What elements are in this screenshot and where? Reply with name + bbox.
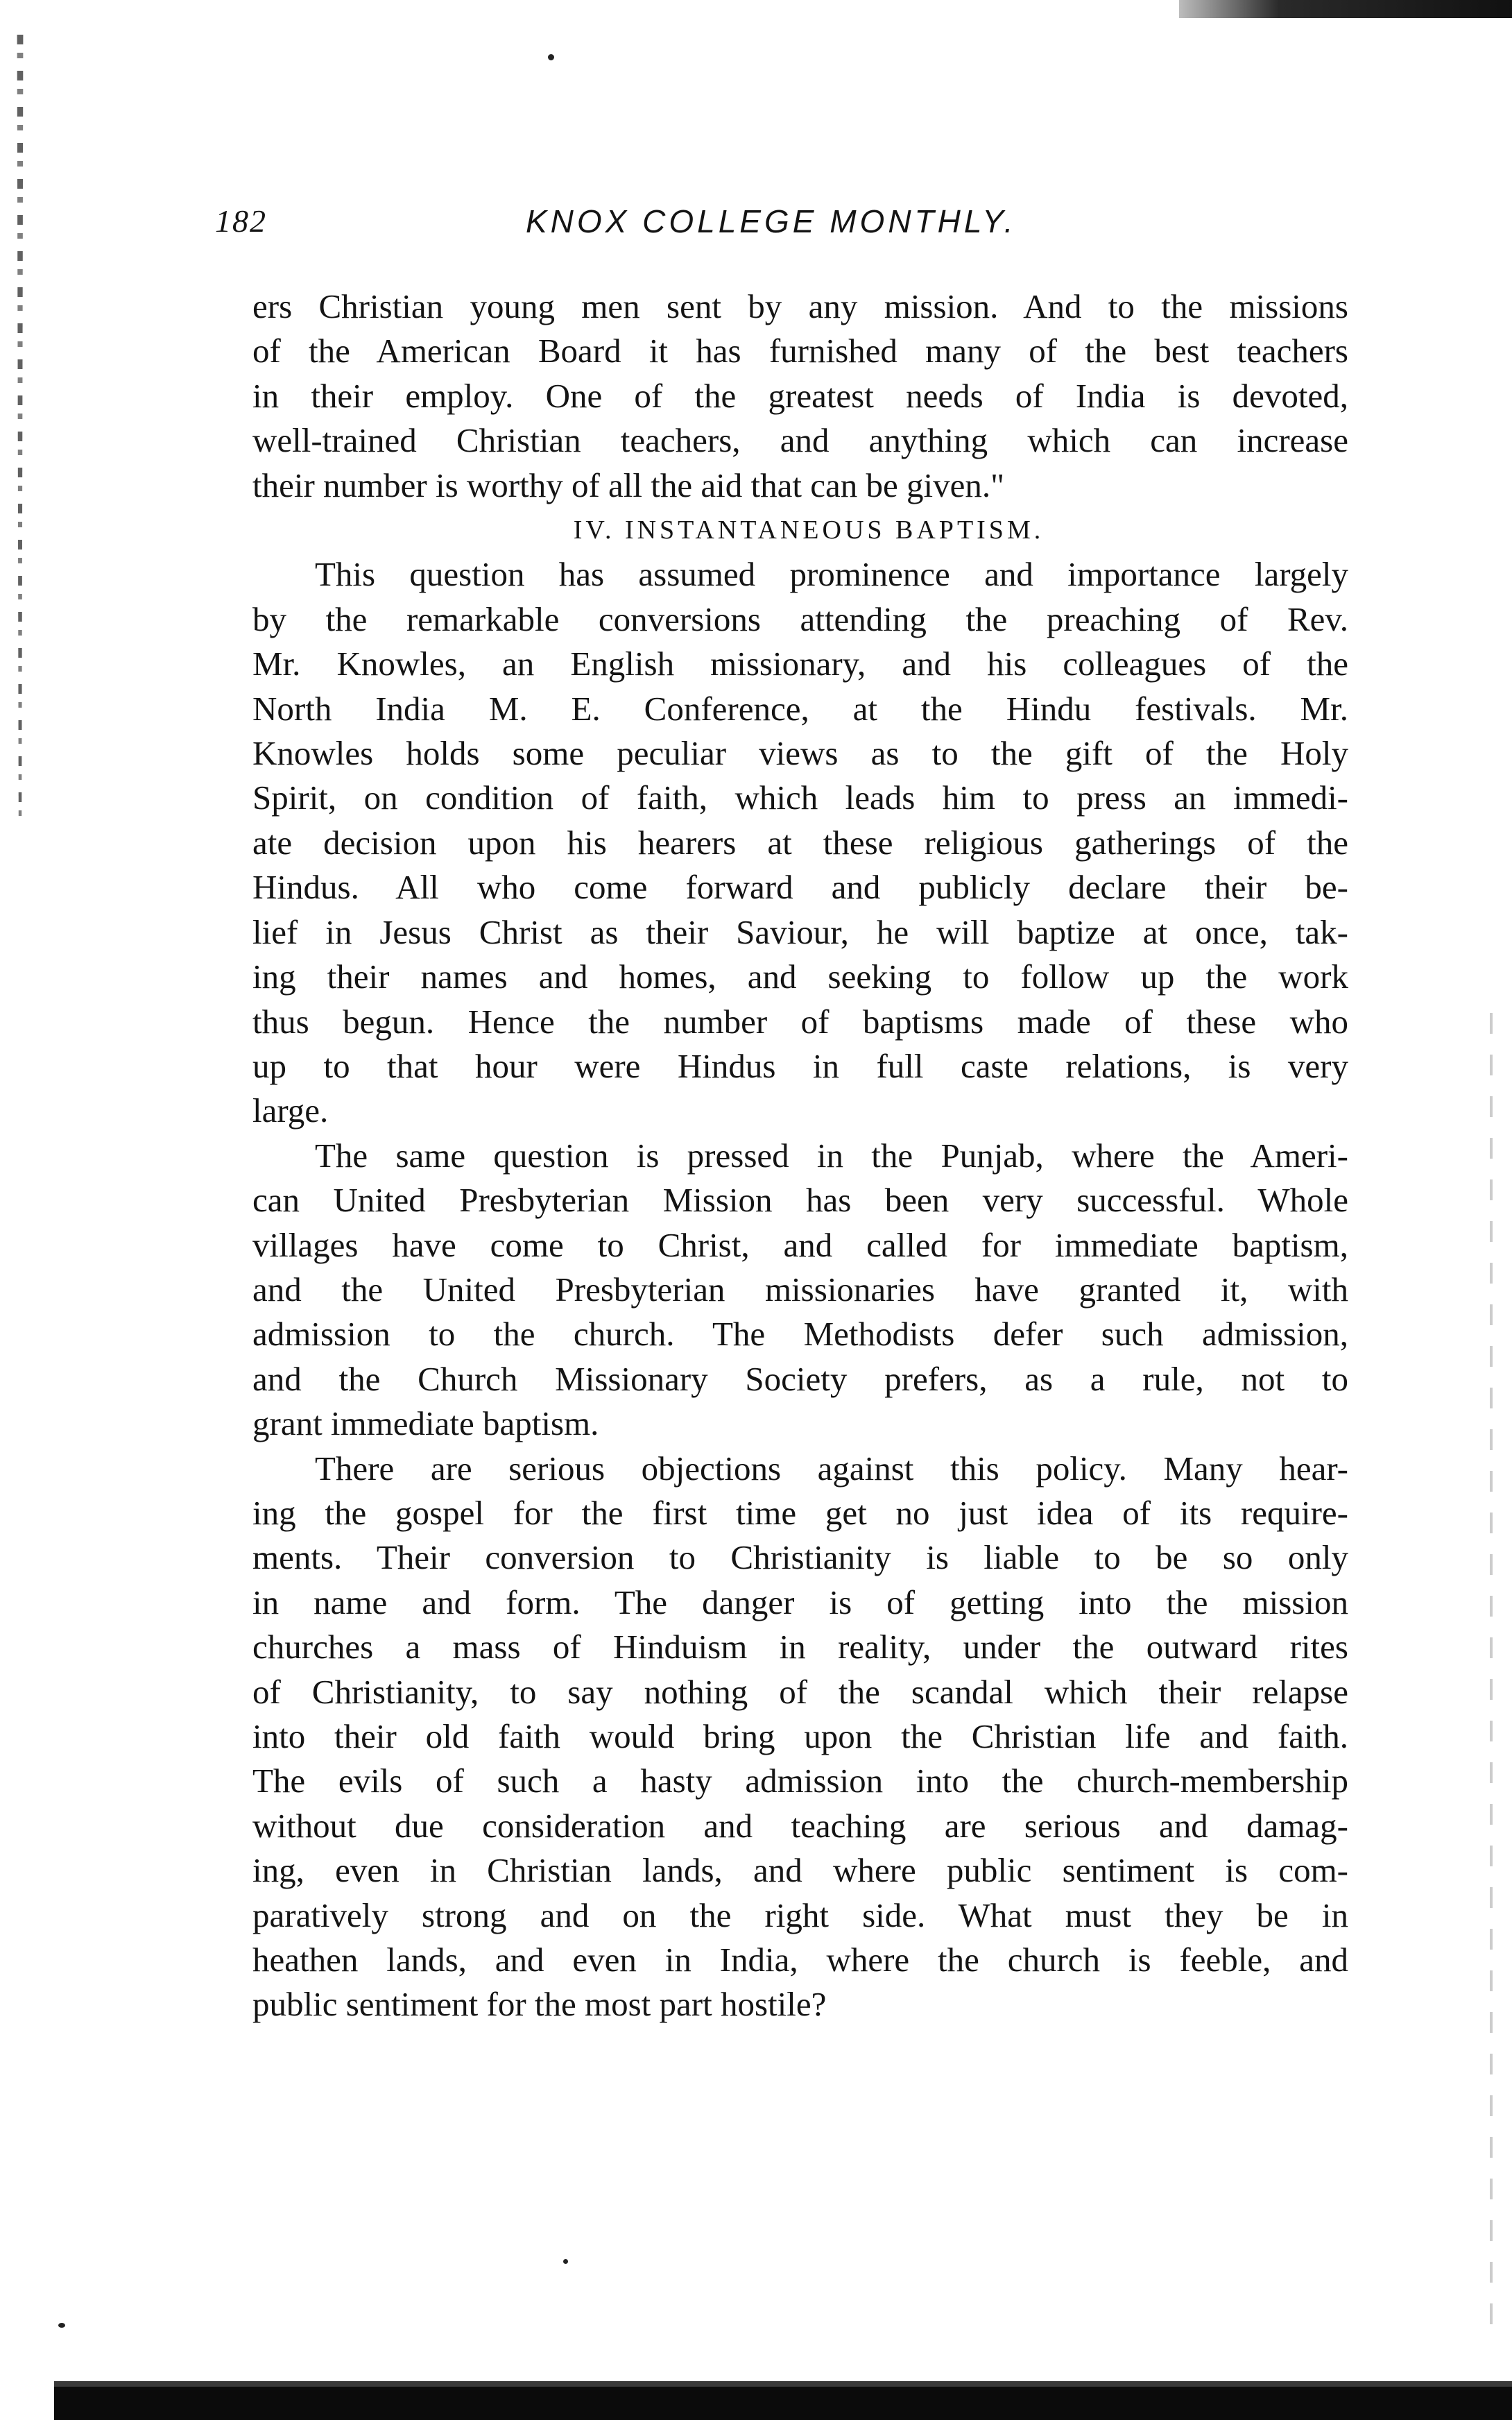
body-text xyxy=(252,284,1348,2027)
scan-speck xyxy=(548,54,554,60)
scan-edge-bottom xyxy=(54,2381,1512,2420)
text-line: of Christianity, to say nothing of the scandal which their relapse xyxy=(252,1672,1348,1711)
text-line: by the remarkable conversions attending the preaching of Rev. xyxy=(252,599,1348,638)
text-line: thus begun. Hence the number of baptisms made of these who xyxy=(252,1002,1348,1041)
text-line: Mr. Knowles, an English missionary, and his colleagues of the xyxy=(252,645,1348,683)
scan-speck xyxy=(58,2323,65,2328)
text-line: There are serious objections against this policy. Many hear- xyxy=(315,1449,1348,1488)
text-line: in name and form. The danger is of getting into the mission xyxy=(252,1583,1348,1621)
text-line: admission to the church. The Methodists defer such admission, xyxy=(252,1315,1348,1354)
text-line: and the United Presbyterian missionaries have granted it, with xyxy=(252,1270,1348,1309)
text-line: This question has assumed prominence and importance largely xyxy=(315,555,1348,594)
text-line: The evils of such a hasty admission into the church-membership xyxy=(252,1762,1348,1800)
text-line: ers Christian young men sent by any mission. And to the missions xyxy=(252,287,1348,325)
text-line: large. xyxy=(252,1091,329,1130)
text-line: churches a mass of Hinduism in reality, under the outward rites xyxy=(252,1628,1348,1667)
running-head xyxy=(215,203,1352,251)
text-line: can United Presbyterian Mission has been very successful. Whole xyxy=(252,1181,1348,1220)
text-line: The same question is pressed in the Punjab, where the Ameri- xyxy=(315,1136,1348,1175)
text-line: in their employ. One of the greatest needs of India is devoted, xyxy=(252,376,1348,415)
text-line: paratively strong and on the right side. What must they be in xyxy=(252,1895,1348,1934)
text-line: without due consideration and teaching are serious and damag- xyxy=(252,1806,1348,1845)
text-line: well-trained Christian teachers, and anything which can increase xyxy=(252,421,1348,460)
text-line: lief in Jesus Christ as their Saviour, he will baptize at once, tak- xyxy=(252,912,1348,951)
scan-speck xyxy=(563,2259,568,2264)
scan-edge-left xyxy=(12,35,28,819)
text-line: grant immediate baptism. xyxy=(252,1404,599,1443)
journal-title: KNOX COLLEGE MONTHLY. xyxy=(526,203,1017,239)
text-line: public sentiment for the most part hostile? xyxy=(252,1985,827,2024)
scan-edge-right xyxy=(1490,1013,1493,2331)
text-line: Knowles holds some peculiar views as to the gift of the Holy xyxy=(252,734,1348,773)
text-line: their number is worthy of all the aid that can be given." xyxy=(252,466,1005,504)
text-line: ing, even in Christian lands, and where public sentiment is com- xyxy=(252,1851,1348,1890)
text-line: Hindus. All who come forward and publicly declare their be- xyxy=(252,868,1348,907)
text-line: of the American Board it has furnished many of the best teachers xyxy=(252,332,1348,370)
text-line: ing the gospel for the first time get no just idea of its require- xyxy=(252,1493,1348,1532)
text-line: heathen lands, and even in India, where the church is feeble, and xyxy=(252,1941,1348,1979)
text-line: ing their names and homes, and seeking to follow up the work xyxy=(252,957,1348,996)
text-line: and the Church Missionary Society prefers, as a rule, not to xyxy=(252,1359,1348,1398)
text-line: ate decision upon his hearers at these religious gatherings of the xyxy=(252,823,1348,862)
section-heading: IV. INSTANTANEOUS BAPTISM. xyxy=(573,515,1045,545)
text-line: Spirit, on condition of faith, which leads him to press an immedi- xyxy=(252,778,1348,817)
text-line: North India M. E. Conference, at the Hindu festivals. Mr. xyxy=(252,689,1348,728)
text-line: into their old faith would bring upon the Christian life and faith. xyxy=(252,1717,1348,1755)
text-line: up to that hour were Hindus in full caste relations, is very xyxy=(252,1046,1348,1085)
page-number: 182 xyxy=(215,203,267,239)
text-line: villages have come to Christ, and called for immediate baptism, xyxy=(252,1225,1348,1264)
text-line: ments. Their conversion to Christianity is liable to be so only xyxy=(252,1538,1348,1577)
scan-edge-top xyxy=(1179,0,1512,18)
